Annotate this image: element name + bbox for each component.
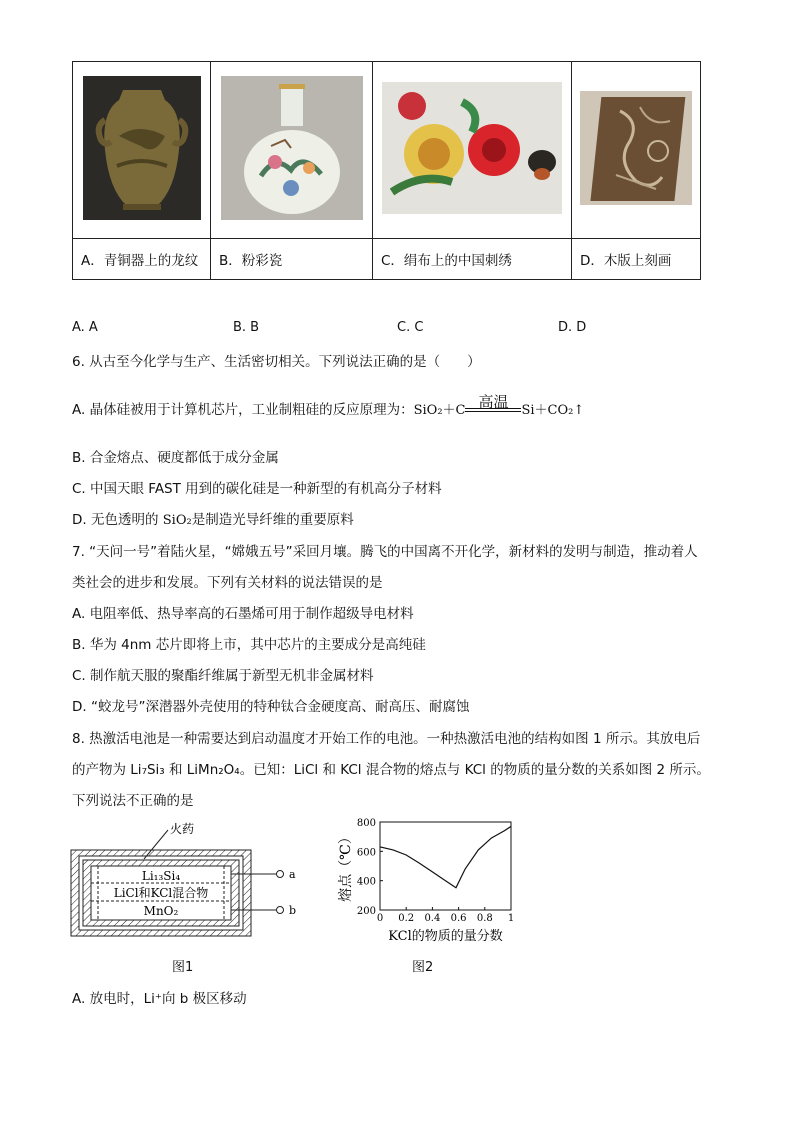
q6-option-a[interactable] [72, 393, 585, 418]
q6-d-text-1: D. 无色透明的 [72, 512, 163, 528]
embroidery-peony-image [382, 82, 562, 214]
q7-stem-line1: 7. “天问一号”着陆火星，“嫦娥五号”采回月壤。腾飞的中国离不开化学，新材料的发明与制造，推动着人 [72, 544, 698, 560]
q6-option-d[interactable] [72, 508, 354, 528]
x-tick-label: 0.2 [398, 913, 415, 924]
layer-mid-label: LiCl和KCl混合物 [113, 886, 209, 900]
q7-option-a[interactable]: A. 电阻率低、热导率高的石墨烯可用于制作超级导电材料 [72, 606, 414, 622]
terminal-b-label: b [289, 904, 297, 917]
q5-option-d[interactable]: D. D [558, 320, 587, 335]
x-tick-label: 0.4 [424, 913, 441, 924]
caption-d: D．木版上刻画 [572, 239, 701, 280]
figure-2-caption: 图2 [412, 960, 434, 975]
q7-option-b[interactable]: B. 华为 4nm 芯片即将上市，其中芯片的主要成分是高纯硅 [72, 637, 426, 653]
wood-carving-image [580, 91, 692, 205]
y-tick-label: 800 [356, 818, 376, 829]
cell-d-image [572, 62, 701, 239]
plot-frame [380, 822, 511, 910]
q8-option-a[interactable]: A. 放电时，Li⁺向 b 极区移动 [72, 991, 247, 1007]
q5-option-b[interactable]: B. B [233, 320, 260, 335]
q6-stem: 6. 从古至今化学与生产、生活密切相关。下列说法正确的是（ ） [72, 354, 481, 370]
x-tick-label: 1 [507, 913, 515, 924]
layer-top-label: Li₁₃Si₄ [141, 869, 181, 883]
bronze-vessel-image [83, 76, 201, 220]
y-tick-label: 600 [356, 847, 376, 859]
x-tick-label: 0.8 [476, 913, 493, 924]
q6-a-products: Si＋CO₂↑ [521, 403, 585, 418]
caption-c: C．绢布上的中国刺绣 [373, 239, 572, 280]
q6-a-reactants: SiO₂＋C [413, 403, 466, 418]
figure-1-caption: 图1 [172, 960, 194, 975]
layer-bottom-label: MnO₂ [143, 904, 179, 918]
y-tick-label: 200 [356, 906, 376, 917]
q7-option-c[interactable]: C. 制作航天服的聚酯纤维属于新型无机非金属材料 [72, 668, 374, 684]
q8-stem-line2: 的产物为 Li₇Si₃ 和 LiMn₂O₄。已知：LiCl 和 KCl 混合物的熔点与 KCl 的物质的量分数的关系如图 2 所示。 [72, 762, 710, 778]
condition-text: 高温 [478, 393, 509, 411]
q6-option-b[interactable]: B. 合金熔点、硬度都低于成分金属 [72, 450, 279, 466]
q6-option-c[interactable]: C. 中国天眼 FAST 用到的碳化硅是一种新型的有机高分子材料 [72, 481, 442, 497]
q6-d-formula: SiO₂ [162, 513, 192, 528]
y-axis-label: 熔点（℃） [338, 830, 354, 902]
x-axis-label: KCl的物质的量分数 [388, 929, 503, 944]
x-tick-label: 0.6 [450, 913, 467, 924]
cell-b-image [211, 62, 373, 239]
y-tick-label: 400 [356, 876, 376, 888]
figure-2-chart [330, 812, 530, 952]
caption-a: A．青铜器上的龙纹 [73, 239, 211, 280]
x-tick-label: 0 [376, 913, 384, 924]
q6-a-text: A. 晶体硅被用于计算机芯片，工业制粗硅的反应原理为： [72, 402, 414, 418]
q5-option-c[interactable]: C. C [397, 320, 424, 335]
melting-point-series-line [380, 826, 511, 887]
figure-1-battery [66, 818, 326, 943]
q7-option-d[interactable]: D. “蛟龙号”深潜器外壳使用的特种钛合金硬度高、耐高压、耐腐蚀 [72, 699, 470, 715]
image-table [72, 61, 701, 280]
q8-stem-line3: 下列说法不正确的是 [72, 793, 194, 809]
cell-a-image [73, 62, 211, 239]
terminal-a-label: a [289, 868, 296, 881]
cell-c-image [373, 62, 572, 239]
gunpowder-label: 火药 [170, 822, 195, 836]
famille-rose-vase-image [221, 76, 363, 220]
caption-b: B．粉彩瓷 [211, 239, 373, 280]
q6-d-text-2: 是制造光导纤维的重要原料 [191, 512, 354, 528]
q5-option-a[interactable]: A. A [72, 320, 98, 335]
q8-stem-line1: 8. 热激活电池是一种需要达到启动温度才开始工作的电池。一种热激活电池的结构如图 1 所示。其放电后 [72, 731, 701, 747]
q7-stem-line2: 类社会的进步和发展。下列有关材料的说法错误的是 [72, 575, 383, 591]
